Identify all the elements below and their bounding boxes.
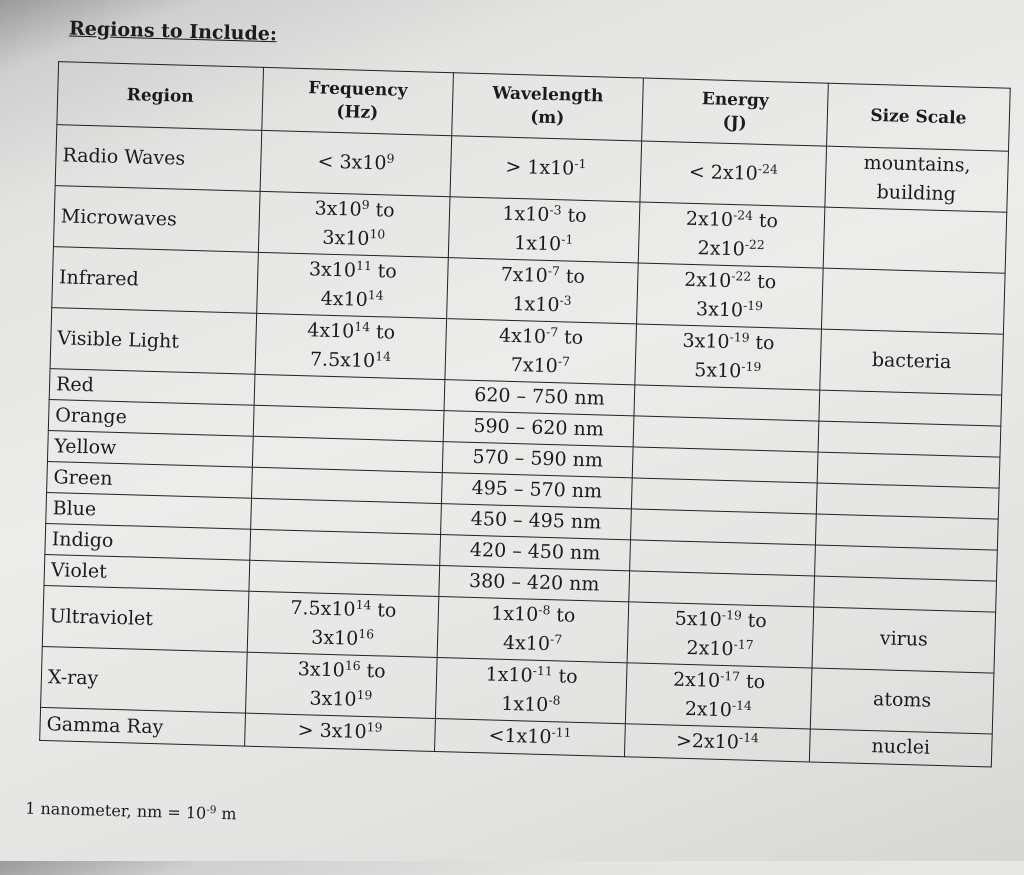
region-cell: X-ray: [41, 646, 248, 713]
empty-cell: [632, 447, 818, 483]
empty-cell: [819, 390, 1002, 426]
size-scale-cell: virus: [812, 607, 996, 673]
energy-cell: $2x10^{-17}$ to $2x10^{-14}$: [625, 663, 812, 729]
size-scale-cell: nuclei: [809, 729, 992, 767]
frequency-cell: < $3x10^9$: [260, 130, 452, 196]
empty-cell: [818, 421, 1001, 457]
frequency-cell: $3x10^{16}$ to $3x10^{19}$: [246, 652, 438, 718]
wavelength-cell: > $1x10^{-1}$: [450, 136, 642, 202]
header-energy: Energy (J): [642, 78, 829, 146]
wavelength-cell: $1x10^{-11}$ to $1x10^{-8}$: [435, 657, 627, 723]
color-name-cell: Indigo: [45, 524, 251, 561]
empty-cell: [815, 545, 998, 581]
energy-cell: $2x10^{-22}$ to $3x10^{-19}$: [637, 263, 824, 329]
wavelength-cell: 420 – 450 nm: [440, 535, 631, 571]
empty-cell: [630, 509, 816, 545]
header-region: Region: [57, 62, 264, 131]
color-name-cell: Orange: [48, 400, 254, 437]
header-size-scale: Size Scale: [827, 83, 1011, 151]
region-cell: Radio Waves: [55, 125, 262, 192]
size-scale-cell: bacteria: [820, 329, 1004, 395]
wavelength-cell: $1x10^{-8}$ to $4x10^{-7}$: [437, 597, 629, 663]
color-name-cell: Red: [49, 369, 255, 406]
footnote: 1 nanometer, nm = $10^{-9}$ m: [25, 798, 237, 824]
wavelength-cell: 495 – 570 nm: [441, 473, 632, 509]
region-cell: Ultraviolet: [42, 585, 249, 652]
energy-cell: $3x10^{-19}$ to $5x10^{-19}$: [635, 324, 822, 390]
wavelength-cell: 620 – 750 nm: [444, 380, 635, 416]
section-heading: Regions to Include:: [68, 17, 278, 46]
wavelength-cell: $7x10^{-7}$ to $1x10^{-3}$: [447, 258, 639, 324]
empty-cell: [634, 385, 820, 421]
frequency-cell: $4x10^{14}$ to $7.5x10^{14}$: [255, 313, 447, 379]
energy-cell: $5x10^{-19}$ to $2x10^{-17}$: [627, 602, 814, 668]
empty-cell: [814, 576, 997, 612]
frequency-cell: > $3x10^{19}$: [245, 713, 436, 751]
region-cell: Gamma Ray: [40, 707, 246, 746]
frequency-cell: $3x10^9$ to $3x10^{10}$: [258, 191, 450, 257]
header-wavelength: Wavelength (m): [452, 73, 644, 141]
em-spectrum-table: [39, 61, 1011, 767]
empty-cell: [630, 540, 816, 576]
wavelength-cell: 590 – 620 nm: [443, 411, 634, 447]
wavelength-cell: 380 – 420 nm: [439, 566, 630, 602]
empty-cell: [816, 483, 999, 519]
wavelength-cell: $<1x10^{-11}$: [435, 718, 626, 756]
size-scale-cell: [821, 268, 1005, 334]
frequency-cell: $7.5x10^{14}$ to $3x10^{16}$: [247, 591, 439, 657]
wavelength-cell: $4x10^{-7}$ to $7x10^{-7}$: [445, 319, 637, 385]
size-scale-cell: [823, 207, 1007, 273]
frequency-cell: $3x10^{11}$ to $4x10^{14}$: [257, 252, 449, 318]
empty-cell: [629, 571, 815, 607]
wavelength-cell: 450 – 495 nm: [441, 504, 632, 540]
energy-cell: $2x10^{-24}$ to $2x10^{-22}$: [638, 202, 825, 268]
header-frequency: Frequency (Hz): [262, 67, 454, 135]
empty-cell: [817, 452, 1000, 488]
region-cell: Infrared: [52, 247, 259, 314]
size-scale-cell: atoms: [810, 668, 994, 734]
color-name-cell: Yellow: [47, 431, 253, 468]
energy-cell: < $2x10^{-24}$: [640, 141, 827, 207]
region-cell: Visible Light: [50, 308, 257, 375]
energy-cell: $>2x10^{-14}$: [624, 724, 810, 762]
size-scale-cell: mountains, building: [825, 146, 1009, 212]
color-name-cell: Blue: [46, 493, 252, 530]
empty-cell: [815, 514, 998, 550]
region-cell: Microwaves: [53, 186, 260, 253]
color-name-cell: Violet: [44, 555, 250, 592]
wavelength-cell: $1x10^{-3}$ to $1x10^{-1}$: [448, 197, 640, 263]
wavelength-cell: 570 – 590 nm: [442, 442, 633, 478]
color-name-cell: Green: [47, 462, 253, 499]
empty-cell: [633, 416, 819, 452]
empty-cell: [631, 478, 817, 514]
